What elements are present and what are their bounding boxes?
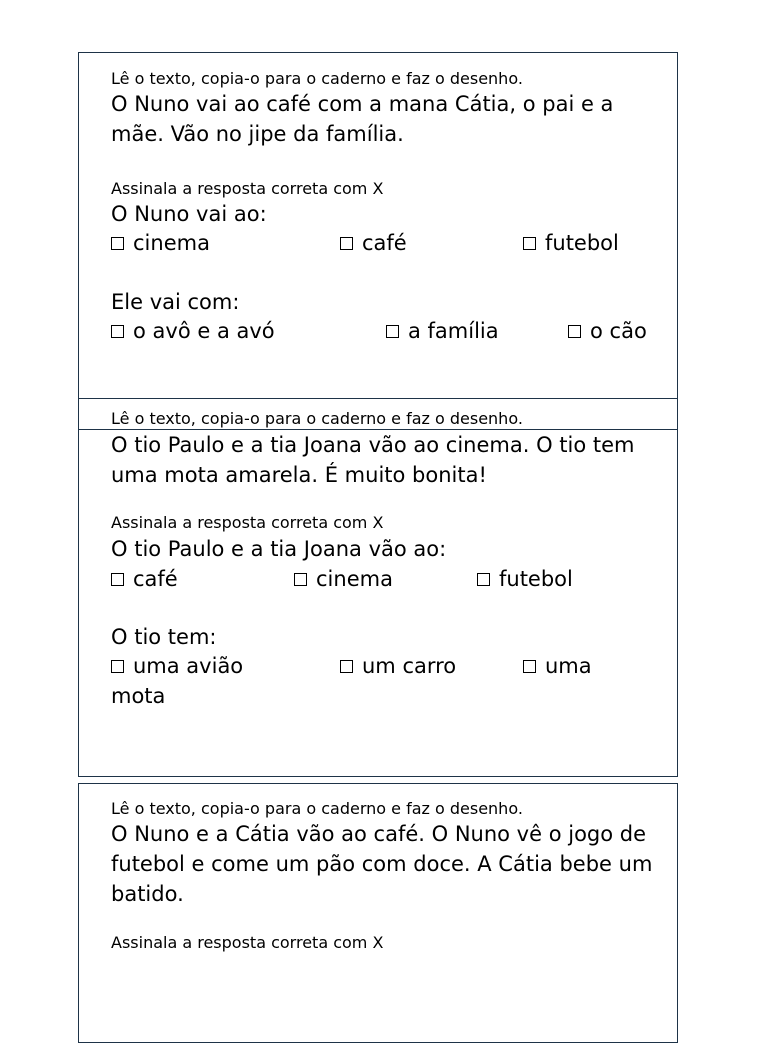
checkbox-icon[interactable] bbox=[111, 237, 124, 250]
card-instruction: Lê o texto, copia-o para o caderno e faz o desenho. bbox=[111, 69, 523, 88]
checkbox-icon[interactable] bbox=[111, 325, 124, 338]
answer-option[interactable]: futebol bbox=[523, 229, 619, 257]
answer-prompt: Assinala a resposta correta com X bbox=[111, 933, 384, 952]
checkbox-icon[interactable] bbox=[111, 573, 124, 586]
exercise-card-2 bbox=[78, 398, 678, 777]
answer-option[interactable]: uma avião bbox=[111, 652, 243, 680]
answer-option[interactable]: o cão bbox=[568, 317, 647, 345]
answer-option-overflow: mota bbox=[111, 684, 166, 708]
exercise-card-3 bbox=[78, 783, 678, 1043]
exercise-card-1 bbox=[78, 52, 678, 399]
checkbox-icon[interactable] bbox=[340, 660, 353, 673]
question-2: Ele vai com: bbox=[111, 290, 240, 314]
question-1: O Nuno vai ao: bbox=[111, 202, 267, 226]
checkbox-icon[interactable] bbox=[294, 573, 307, 586]
card-instruction: Lê o texto, copia-o para o caderno e faz o desenho. bbox=[111, 799, 523, 818]
card-reading-text: O Nuno e a Cátia vão ao café. O Nuno vê o jogo de futebol e come um pão com doce. A Cátia bebe um batido. bbox=[111, 822, 653, 906]
question-2: O tio tem: bbox=[111, 625, 217, 649]
checkbox-icon[interactable] bbox=[477, 573, 490, 586]
card-reading-text: O Nuno vai ao café com a mana Cátia, o pai e a mãe. Vão no jipe da família. bbox=[111, 92, 614, 146]
answer-option[interactable]: um carro bbox=[340, 652, 456, 680]
answer-option[interactable]: cinema bbox=[294, 565, 393, 593]
divider bbox=[78, 429, 678, 430]
card-instruction: Lê o texto, copia-o para o caderno e faz o desenho. bbox=[111, 409, 523, 428]
answer-option[interactable]: café bbox=[340, 229, 407, 257]
answer-option[interactable]: o avô e a avó bbox=[111, 317, 275, 345]
checkbox-icon[interactable] bbox=[568, 325, 581, 338]
checkbox-icon[interactable] bbox=[523, 660, 536, 673]
answer-prompt: Assinala a resposta correta com X bbox=[111, 513, 384, 532]
checkbox-icon[interactable] bbox=[386, 325, 399, 338]
checkbox-icon[interactable] bbox=[340, 237, 353, 250]
checkbox-icon[interactable] bbox=[523, 237, 536, 250]
question-1: O tio Paulo e a tia Joana vão ao: bbox=[111, 537, 447, 561]
checkbox-icon[interactable] bbox=[111, 660, 124, 673]
answer-option[interactable]: cinema bbox=[111, 229, 210, 257]
answer-option[interactable]: a família bbox=[386, 317, 499, 345]
answer-option[interactable]: uma bbox=[523, 652, 592, 680]
answer-prompt: Assinala a resposta correta com X bbox=[111, 179, 384, 198]
answer-option[interactable]: café bbox=[111, 565, 178, 593]
answer-option[interactable]: futebol bbox=[477, 565, 573, 593]
card-reading-text: O tio Paulo e a tia Joana vão ao cinema. O tio tem uma mota amarela. É muito bonita! bbox=[111, 433, 635, 487]
